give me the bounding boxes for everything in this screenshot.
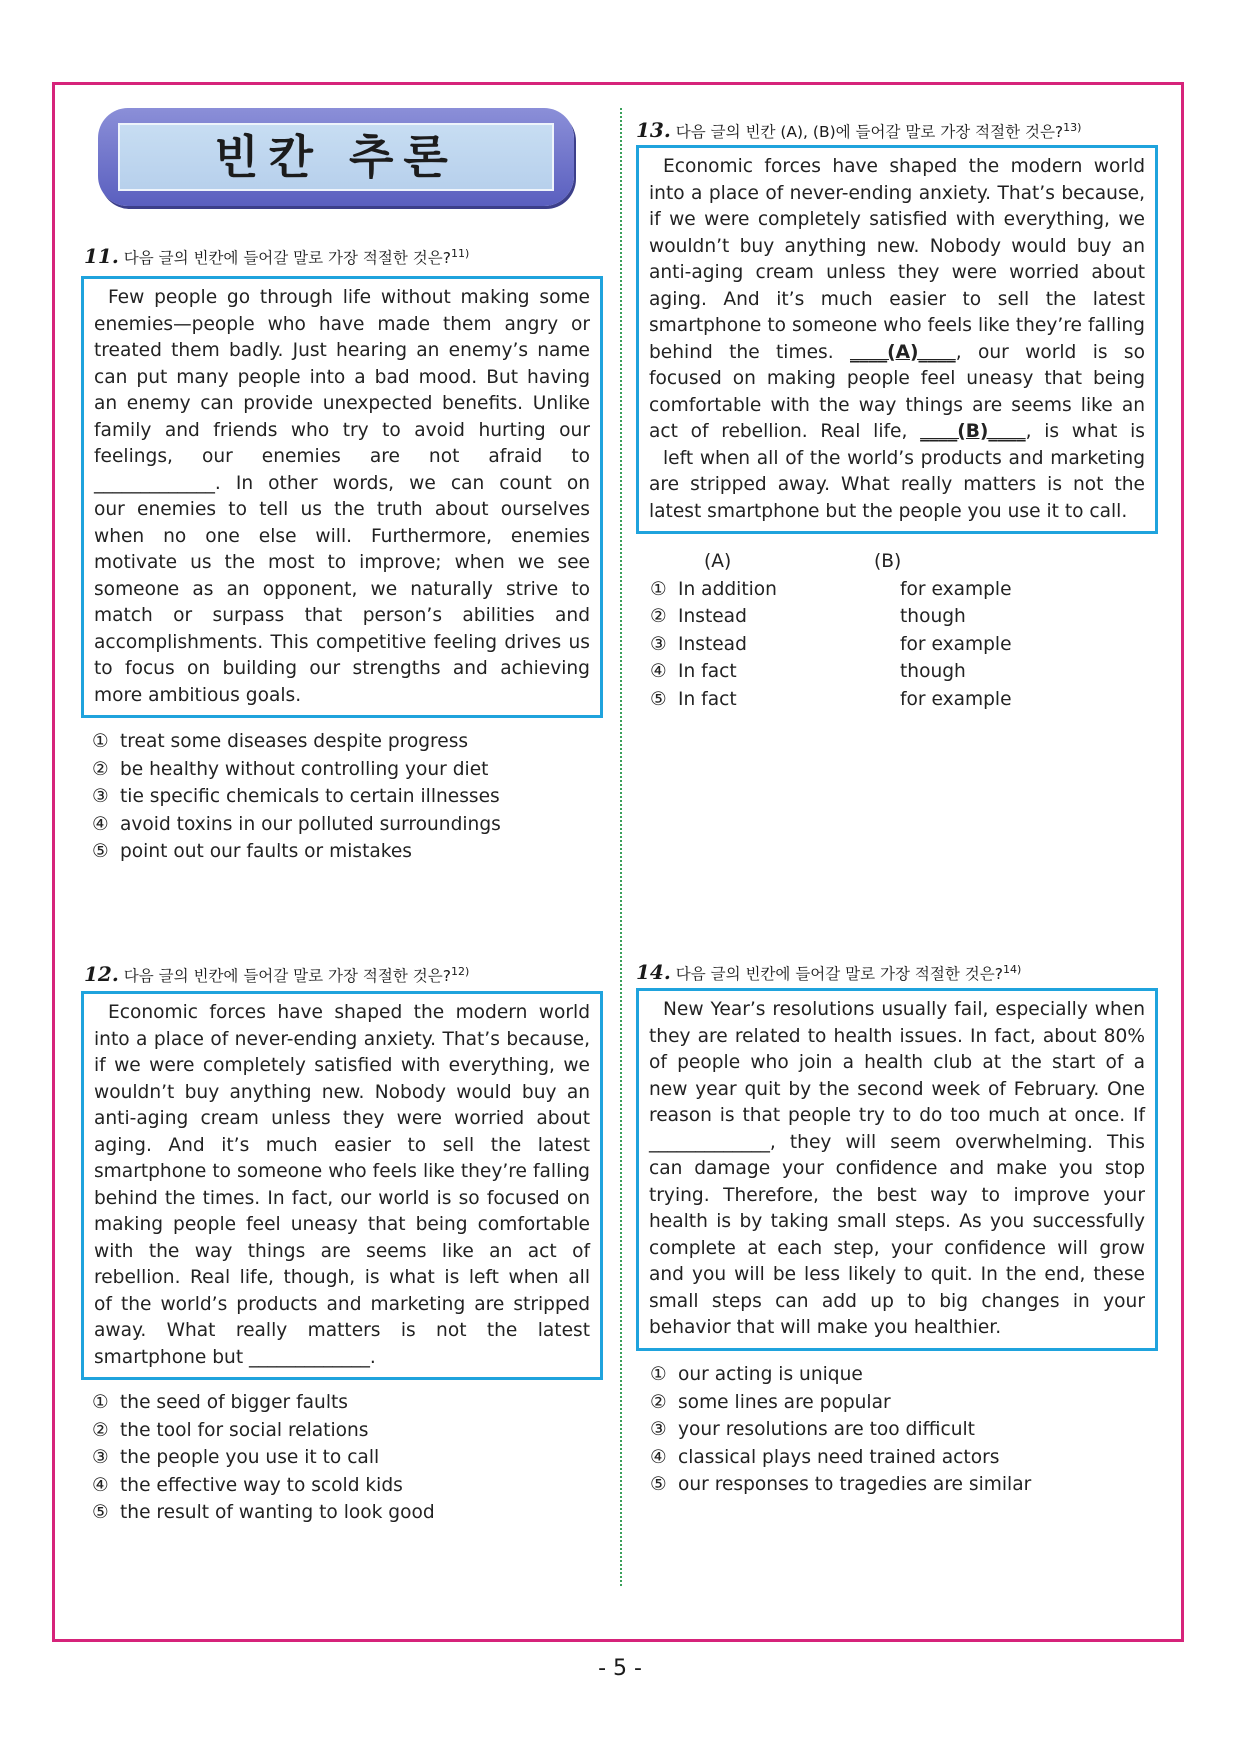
footnote-ref: 11) (450, 246, 470, 260)
blank-b: ____(B)____ (920, 421, 1026, 442)
option-number: ② (92, 1419, 109, 1441)
option-number: ⑤ (650, 1474, 667, 1495)
passage-line: into a place of never-ending anxiety. That’s because, (649, 182, 1145, 204)
option-text: the seed of bigger faults (120, 1392, 348, 1413)
passage-line: latest smartphone but the people you use it to call. (649, 500, 1128, 522)
option-text: the tool for social relations (120, 1419, 369, 1441)
option-number: ① (650, 578, 667, 600)
passage-line: _____________. In other words, we can count on (94, 472, 590, 494)
option-a-text: Instead (678, 606, 747, 627)
answer-option[interactable] (92, 728, 501, 756)
option-number: ② (92, 758, 109, 780)
option-text: tie specific chemicals to certain illnesses (120, 786, 500, 807)
passage-line: motivate us the most to improve; when we see (94, 552, 590, 573)
answer-option[interactable] (650, 1444, 1031, 1472)
question-13-passage (636, 145, 1158, 534)
option-text: the result of wanting to look good (120, 1502, 435, 1523)
column-divider (620, 108, 622, 1586)
option-number: ② (650, 1391, 667, 1413)
answer-option[interactable] (92, 1417, 435, 1445)
question-13-header (636, 118, 1081, 142)
answer-option[interactable] (650, 658, 1012, 686)
passage-line: accomplishments. This competitive feeling drives us (94, 631, 590, 653)
question-14-options (650, 1361, 1031, 1499)
passage-line: behind the times. ____(A)____, our world is so (649, 341, 1145, 363)
option-a-text: In fact (678, 661, 737, 682)
question-14-header (636, 960, 1021, 984)
option-number: ④ (650, 1446, 667, 1468)
passage-line: comfortable with the way things are seems like an (649, 394, 1145, 416)
passage-line: to focus on building our strengths and achieving (94, 658, 590, 679)
question-number: 14. (636, 960, 671, 984)
option-number: ⑤ (92, 1502, 109, 1523)
answer-option[interactable] (92, 1444, 435, 1472)
option-text: the people you use it to call (120, 1447, 380, 1468)
question-number: 11. (84, 244, 119, 268)
passage-line: away. What really matters is not the latest (94, 1320, 590, 1341)
passage-line: when no one else will. Furthermore, enemies (94, 525, 590, 547)
option-text: our acting is unique (678, 1364, 863, 1385)
passage-line: focused on making people feel uneasy that being (649, 368, 1145, 389)
question-12-header (84, 962, 469, 986)
answer-option[interactable] (650, 631, 1012, 659)
option-number: ③ (650, 1419, 667, 1440)
passage-line: someone as an opponent, we naturally strive to (94, 578, 590, 600)
passage-line: left when all of the world’s products and marketing (663, 447, 1145, 469)
passage-line: aging. And it’s much easier to sell the latest (649, 288, 1145, 310)
passage-line: an enemy can provide unexpected benefits. Unlike (94, 393, 590, 414)
answer-option[interactable] (92, 756, 501, 784)
passage-line: of people who join a health club at the start of a (649, 1052, 1145, 1073)
question-number: 13. (636, 118, 671, 142)
passage-line: they are related to health issues. In fact, about 80% (649, 1025, 1145, 1047)
option-b-text: for example (900, 578, 1012, 600)
answer-option[interactable] (92, 811, 501, 839)
passage-line: Economic forces have shaped the modern world (108, 1002, 590, 1023)
passage-line: _____________, they will seem overwhelming. This (649, 1131, 1145, 1153)
question-12-options (92, 1389, 435, 1527)
option-number: ① (650, 1364, 667, 1385)
answer-option[interactable] (92, 783, 501, 811)
option-b-text: though (900, 661, 966, 682)
passage-line: smartphone to someone who feels like they’re falling (649, 315, 1145, 336)
passage-line: new year quit by the second week of February. One (649, 1078, 1145, 1100)
question-prompt: 다음 글의 빈칸에 들어갈 말로 가장 적절한 것은? (675, 965, 1003, 983)
answer-option[interactable] (92, 1472, 435, 1500)
answer-option[interactable] (650, 1361, 1031, 1389)
option-b-text: for example (900, 633, 1012, 655)
passage-line: behind the times. In fact, our world is so focused on (94, 1187, 590, 1209)
passage-line: feelings, our enemies are not afraid to (94, 446, 590, 467)
question-prompt: 다음 글의 빈칸에 들어갈 말로 가장 적절한 것은? (123, 249, 451, 267)
option-number: ③ (650, 633, 667, 655)
passage-line: can put many people into a bad mood. But having (94, 366, 590, 388)
section-title-badge (98, 108, 574, 206)
answer-option[interactable] (650, 1416, 1031, 1444)
answer-option[interactable] (650, 576, 1012, 604)
passage-line: and you will be less likely to quit. In the end, these (649, 1264, 1145, 1285)
passage-line: our enemies to tell us the truth about ourselves (94, 499, 590, 520)
option-text: point out our faults or mistakes (120, 841, 412, 862)
passage-line: anti-aging cream unless they were worried about (94, 1108, 590, 1129)
question-prompt: 다음 글의 빈칸에 들어갈 말로 가장 적절한 것은? (123, 967, 451, 985)
passage-line: wouldn’t buy anything new. Nobody would buy an (94, 1081, 590, 1103)
passage-line: health is by taking small steps. As you successfully (649, 1211, 1145, 1232)
passage-line: rebellion. Real life, though, is what is left when all (94, 1267, 590, 1288)
question-number: 12. (84, 962, 119, 986)
passage-line: enemies—people who have made them angry or (94, 313, 590, 335)
passage-line: smartphone to someone who feels like they’re falling (94, 1161, 590, 1182)
question-11-options (92, 728, 501, 866)
question-14-passage (636, 988, 1158, 1351)
passage-line: more ambitious goals. (94, 684, 302, 706)
passage-line: anti-aging cream unless they were worried about (649, 262, 1145, 283)
passage-line: with the way things are seems like an act of (94, 1240, 590, 1262)
option-text: treat some diseases despite progress (120, 731, 469, 752)
option-a-text: Instead (678, 633, 747, 655)
option-number: ② (650, 606, 667, 627)
option-text: be healthy without controlling your diet (120, 758, 489, 780)
footnote-ref: 12) (450, 964, 470, 978)
option-number: ④ (650, 661, 667, 682)
question-prompt: 다음 글의 빈칸 (A), (B)에 들어갈 말로 가장 적절한 것은? (675, 123, 1064, 141)
passage-line: making people feel uneasy that being comfortable (94, 1214, 590, 1235)
question-12-passage (81, 991, 603, 1380)
column-a-header: (A) (704, 551, 732, 572)
options-header (650, 548, 1012, 576)
passage-line: are stripped away. What really matters is not the (649, 474, 1145, 495)
option-text: the effective way to scold kids (120, 1474, 403, 1496)
option-number: ③ (92, 1447, 109, 1468)
answer-option[interactable] (92, 838, 501, 866)
option-number: ④ (92, 1474, 109, 1496)
passage-line: smartphone but _____________. (94, 1346, 376, 1368)
answer-option[interactable] (650, 1389, 1031, 1417)
passage-line: treated them badly. Just hearing an enemy’s name (94, 340, 590, 361)
answer-option[interactable] (650, 1471, 1031, 1499)
option-text: some lines are popular (678, 1391, 891, 1413)
blank-a: ____(A)____ (849, 341, 956, 363)
passage-line: if we were completely satisfied with everything, we (94, 1055, 590, 1076)
passage-line: Few people go through life without making some (108, 287, 590, 308)
option-number: ⑤ (92, 841, 109, 862)
answer-option[interactable] (92, 1389, 435, 1417)
option-number: ④ (92, 813, 109, 835)
option-text: classical plays need trained actors (678, 1446, 1000, 1468)
option-number: ③ (92, 786, 109, 807)
passage-line: trying. Therefore, the best way to improve your (649, 1184, 1145, 1206)
passage-line: small steps can add up to big changes in your (649, 1290, 1145, 1312)
option-b-text: though (900, 606, 966, 627)
passage-line: Economic forces have shaped the modern world (663, 156, 1145, 177)
passage-line: wouldn’t buy anything new. Nobody would buy an (649, 235, 1145, 257)
option-b-text: for example (900, 688, 1012, 710)
passage-line: complete at each step, your confidence will grow (649, 1237, 1145, 1259)
column-b-header: (B) (874, 551, 902, 572)
passage-line: family and friends who try to avoid hurting our (94, 419, 590, 441)
section-title: 빈칸 추론 (118, 123, 554, 191)
question-11-passage (81, 276, 603, 718)
option-number: ① (92, 1392, 109, 1413)
option-a-text: In addition (678, 578, 777, 600)
passage-line: match or surpass that person’s abilities and (94, 605, 590, 626)
passage-line: reason is that people try to do too much at once. If (649, 1105, 1145, 1126)
option-number: ① (92, 731, 109, 752)
option-text: our responses to tragedies are similar (678, 1474, 1032, 1495)
passage-line: behavior that will make you healthier. (649, 1317, 1002, 1338)
passage-line: aging. And it’s much easier to sell the latest (94, 1134, 590, 1156)
option-number: ⑤ (650, 688, 667, 710)
passage-line: of the world’s products and marketing are stripped (94, 1293, 590, 1315)
option-text: your resolutions are too difficult (678, 1419, 975, 1440)
question-13-options (650, 548, 1012, 713)
passage-line: act of rebellion. Real life, ____(B)____, is what is (649, 421, 1145, 442)
footnote-ref: 13) (1063, 120, 1082, 134)
answer-option[interactable] (92, 1499, 435, 1527)
answer-option[interactable] (650, 603, 1012, 631)
option-a-text: In fact (678, 688, 737, 710)
footnote-ref: 14) (1002, 962, 1022, 976)
question-11-header (84, 244, 469, 268)
page-number: - 5 - (598, 1656, 642, 1681)
passage-line: can damage your confidence and make you stop (649, 1158, 1145, 1179)
option-text: avoid toxins in our polluted surroundings (120, 813, 501, 835)
passage-line: New Year’s resolutions usually fail, especially when (663, 999, 1145, 1020)
passage-line: into a place of never-ending anxiety. That’s because, (94, 1028, 590, 1050)
passage-line: if we were completely satisfied with everything, we (649, 209, 1145, 230)
answer-option[interactable] (650, 686, 1012, 714)
